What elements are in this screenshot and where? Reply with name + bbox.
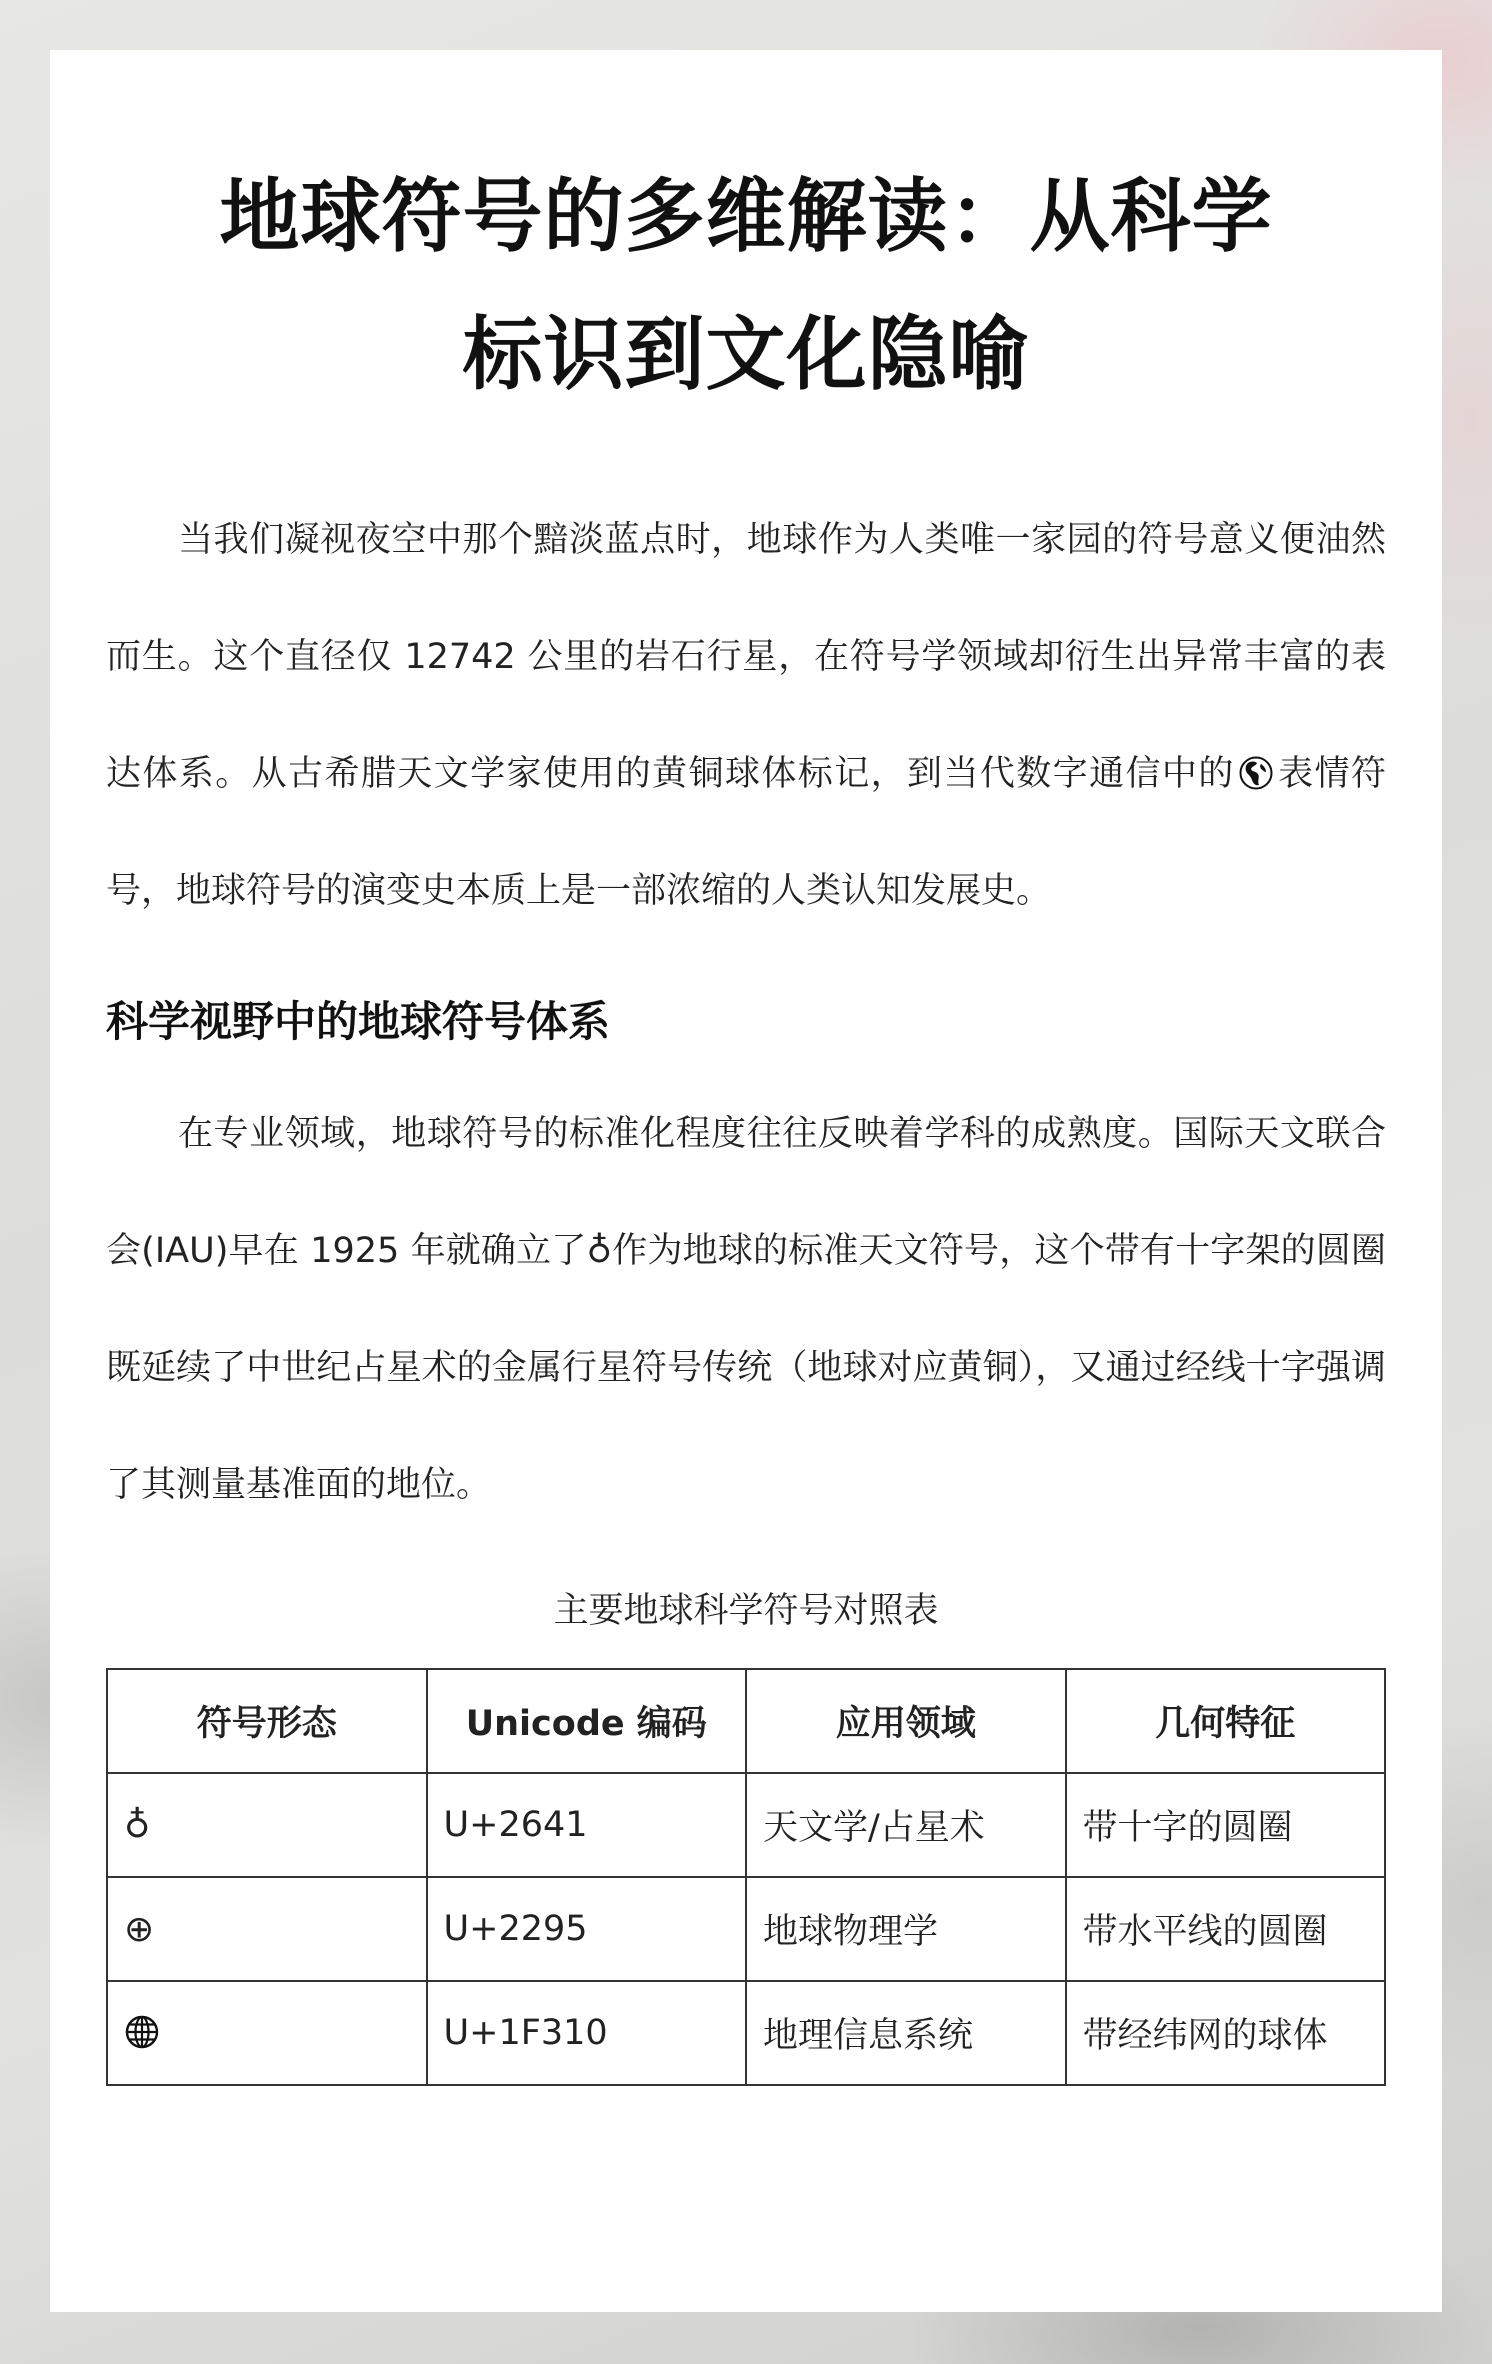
- science-paragraph: 在专业领域，地球符号的标准化程度往往反映着学科的成熟度。国际天文联合会(IAU)早在 1925 年就确立了♁作为地球的标准天文符号，这个带有十字架的圆圈既延续了中世纪占星术的金属行星符号传统（地球对应黄铜），又通过经线十字强调了其测量基准面的地位。: [106, 1114, 1386, 1505]
- symbol-cell: [107, 1877, 427, 1981]
- header-geometric-feature: 几何特征: [1066, 1669, 1386, 1773]
- field-cell: 地理信息系统: [746, 1981, 1066, 2085]
- feature-cell: 带水平线的圆圈: [1066, 1877, 1386, 1981]
- field-cell: 天文学/占星术: [746, 1773, 1066, 1877]
- earth-astronomical-symbol: ♁: [124, 1804, 151, 1846]
- article-card: [50, 50, 1442, 2312]
- code-cell: U+2295: [427, 1877, 747, 1981]
- earth-symbol-table: [106, 1668, 1386, 2086]
- symbol-cell: [107, 1773, 427, 1877]
- header-application-field: 应用领域: [746, 1669, 1066, 1773]
- header-unicode-code: Unicode 编码: [427, 1669, 747, 1773]
- field-cell: 地球物理学: [746, 1877, 1066, 1981]
- code-cell: U+2641: [427, 1773, 747, 1877]
- article-title-line-1: 地球符号的多维解读：从科学: [219, 170, 1273, 263]
- circled-plus-symbol: ⊕: [124, 1908, 155, 1950]
- globe-with-meridians-icon: [124, 2014, 160, 2050]
- code-cell: U+1F310: [427, 1981, 747, 2085]
- table-row: [107, 1877, 1385, 1981]
- article-title: [106, 148, 1386, 424]
- table-row: [107, 1773, 1385, 1877]
- globe-showing-europe-africa-icon: [1239, 756, 1273, 790]
- table-caption: 主要地球科学符号对照表: [553, 1591, 939, 1631]
- article-title-line-2: 标识到文化隐喻: [462, 308, 1030, 401]
- feature-cell: 带十字的圆圈: [1066, 1773, 1386, 1877]
- symbol-cell: [107, 1981, 427, 2085]
- table-header-row: [107, 1669, 1385, 1773]
- header-symbol-form: 符号形态: [107, 1669, 427, 1773]
- intro-text-part-2: 表情符号，地球符号的演变史本质上是一部浓缩的人类认知发展史。: [106, 754, 1386, 911]
- table-row: [107, 1981, 1385, 2085]
- feature-cell: 带经纬网的球体: [1066, 1981, 1386, 2085]
- intro-text-part-1: 当我们凝视夜空中那个黯淡蓝点时，地球作为人类唯一家园的符号意义便油然而生。这个直径仅 12742 公里的岩石行星，在符号学领域却衍生出异常丰富的表达体系。从古希腊天文学家使用的黄铜球体标记，到当代数字通信中的: [106, 520, 1386, 794]
- section-heading: 科学视野中的地球符号体系: [106, 997, 611, 1046]
- intro-paragraph: [106, 482, 1386, 950]
